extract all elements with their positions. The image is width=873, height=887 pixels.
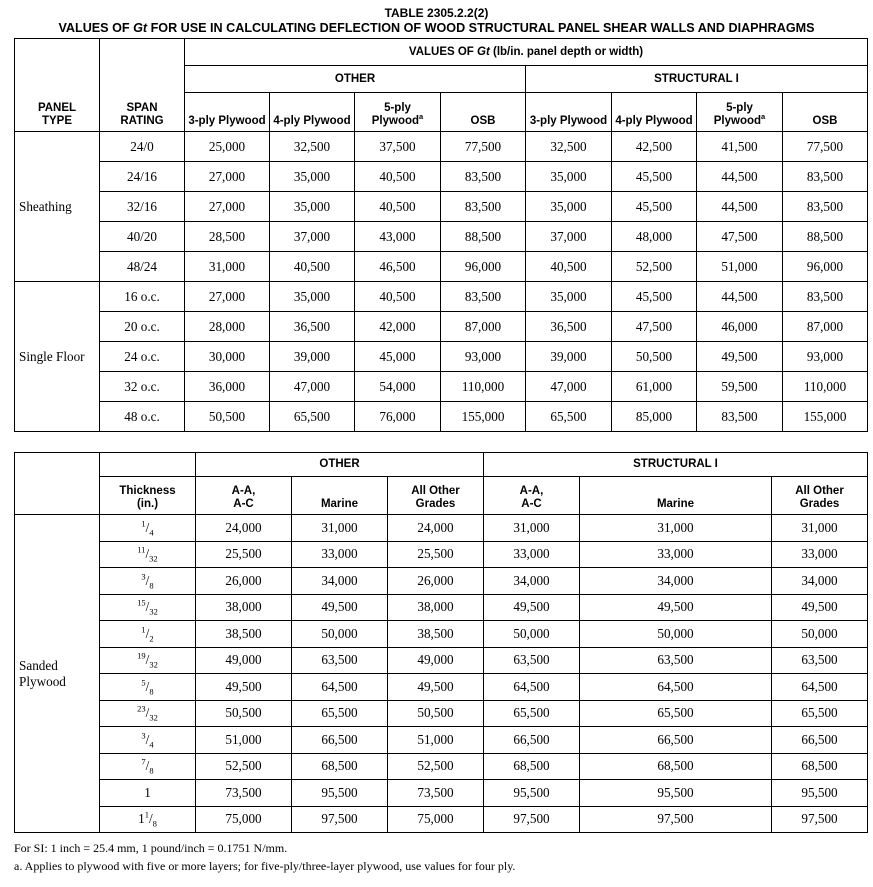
gt-value-cell: 96,000: [441, 252, 526, 282]
gt-value-cell: 97,500: [580, 806, 772, 833]
gt-value-cell: 68,500: [484, 753, 580, 780]
gt-value-cell: 83,500: [783, 162, 868, 192]
gt-value-cell: 38,500: [196, 621, 292, 648]
gt-value-cell: 47,500: [612, 312, 697, 342]
span-rating-cell: 48/24: [100, 252, 185, 282]
gt-values-table: [14, 38, 868, 432]
header-blank: [100, 453, 196, 477]
fraction-slash: /: [148, 811, 153, 827]
header-3ply: 3-ply Plywood: [526, 93, 612, 132]
gt-value-cell: 36,500: [270, 312, 355, 342]
gt-value-cell: 24,000: [388, 515, 484, 542]
gt-value-cell: 36,500: [526, 312, 612, 342]
gt-value-cell: 28,500: [185, 222, 270, 252]
gt-value-cell: 73,500: [388, 780, 484, 807]
gt-value-cell: 47,500: [697, 222, 783, 252]
gt-value-cell: 50,500: [185, 402, 270, 432]
gt-value-cell: 51,000: [196, 727, 292, 754]
gt-value-cell: 28,000: [185, 312, 270, 342]
gt-value-cell: 27,000: [185, 162, 270, 192]
table-row: [15, 192, 868, 222]
span-rating-cell: 24 o.c.: [100, 342, 185, 372]
gt-value-cell: 37,000: [526, 222, 612, 252]
thickness-denominator: 4: [149, 739, 154, 750]
sanded-plywood-table: [14, 452, 868, 833]
gt-value-cell: 110,000: [783, 372, 868, 402]
thickness-cell: [100, 700, 196, 727]
gt-value-cell: 47,000: [270, 372, 355, 402]
gt-value-cell: 26,000: [388, 568, 484, 595]
header-4ply: 4-ply Plywood: [270, 93, 355, 132]
gt-value-cell: 66,500: [484, 727, 580, 754]
gt-value-cell: 49,500: [388, 674, 484, 701]
gt-value-cell: 83,500: [783, 192, 868, 222]
gt-value-cell: 31,000: [484, 515, 580, 542]
gt-value-cell: 37,500: [355, 132, 441, 162]
table-row: [15, 252, 868, 282]
table-row: [15, 621, 868, 648]
gt-value-cell: 25,500: [196, 541, 292, 568]
thickness-numerator: 11: [137, 544, 146, 555]
gt-value-cell: 39,000: [270, 342, 355, 372]
gt-value-cell: 40,500: [355, 282, 441, 312]
thickness-denominator: 8: [149, 580, 154, 591]
gt-value-cell: 77,500: [783, 132, 868, 162]
gt-value-cell: 83,500: [441, 192, 526, 222]
gt-value-cell: 49,500: [697, 342, 783, 372]
thickness-denominator: 8: [149, 686, 154, 697]
gt-value-cell: 43,000: [355, 222, 441, 252]
gt-value-cell: 155,000: [783, 402, 868, 432]
thickness-cell: [100, 753, 196, 780]
thickness-cell: [100, 780, 196, 807]
thickness-numerator: 3: [141, 730, 146, 741]
table-row: [15, 594, 868, 621]
header-osb: OSB: [783, 93, 868, 132]
gt-value-cell: 83,500: [441, 282, 526, 312]
gt-value-cell: 63,500: [772, 647, 868, 674]
span-rating-cell: 20 o.c.: [100, 312, 185, 342]
gt-value-cell: 65,500: [484, 700, 580, 727]
gt-value-cell: 34,000: [484, 568, 580, 595]
header-marine: Marine: [580, 477, 772, 515]
table-row: [15, 541, 868, 568]
table-row: [15, 568, 868, 595]
gt-value-cell: 48,000: [612, 222, 697, 252]
gt-value-cell: 34,000: [292, 568, 388, 595]
header-blank: [15, 453, 100, 515]
gt-value-cell: 64,500: [772, 674, 868, 701]
gt-value-cell: 75,000: [196, 806, 292, 833]
table-row: [15, 780, 868, 807]
gt-value-cell: 54,000: [355, 372, 441, 402]
thickness-cell: [100, 594, 196, 621]
gt-value-cell: 83,500: [441, 162, 526, 192]
gt-value-cell: 49,500: [580, 594, 772, 621]
header-5ply: 5-ply Plywood$^a$: [355, 93, 441, 132]
gt-value-cell: 110,000: [441, 372, 526, 402]
gt-value-cell: 35,000: [526, 192, 612, 222]
header-structural-i: STRUCTURAL I: [526, 66, 868, 93]
thickness-numerator: 7: [141, 756, 146, 767]
gt-value-cell: 31,000: [772, 515, 868, 542]
table-row: [15, 342, 868, 372]
gt-value-cell: 88,500: [783, 222, 868, 252]
gt-value-cell: 75,000: [388, 806, 484, 833]
gt-value-cell: 49,500: [196, 674, 292, 701]
table-row: [15, 700, 868, 727]
thickness-denominator: 32: [149, 659, 158, 670]
span-rating-cell: 24/0: [100, 132, 185, 162]
span-rating-cell: 32/16: [100, 192, 185, 222]
gt-value-cell: 87,000: [441, 312, 526, 342]
thickness-cell: [100, 806, 196, 833]
gt-value-cell: 40,500: [526, 252, 612, 282]
header-all-other: All Other Grades: [388, 477, 484, 515]
fraction-slash: /: [145, 705, 150, 721]
gt-value-cell: 41,500: [697, 132, 783, 162]
fraction-slash: /: [145, 625, 150, 641]
gt-value-cell: 64,500: [484, 674, 580, 701]
gt-value-cell: 50,000: [580, 621, 772, 648]
gt-value-cell: 68,500: [772, 753, 868, 780]
gt-value-cell: 93,000: [783, 342, 868, 372]
thickness-cell: [100, 727, 196, 754]
gt-value-cell: 52,500: [388, 753, 484, 780]
gt-value-cell: 50,000: [292, 621, 388, 648]
gt-value-cell: 87,000: [783, 312, 868, 342]
table-row: [15, 806, 868, 833]
group-label-line: Sanded: [19, 657, 58, 673]
thickness-denominator: 2: [149, 633, 154, 644]
gt-value-cell: 64,500: [580, 674, 772, 701]
gt-value-cell: 66,500: [580, 727, 772, 754]
gt-value-cell: 31,000: [580, 515, 772, 542]
panel-type-label: Sheathing: [15, 132, 100, 282]
group-label-line: Plywood: [19, 673, 66, 689]
gt-value-cell: 93,000: [441, 342, 526, 372]
header-other: OTHER: [185, 66, 526, 93]
gt-value-cell: 65,500: [270, 402, 355, 432]
table-row: [15, 312, 868, 342]
gt-value-cell: 32,500: [270, 132, 355, 162]
gt-value-cell: 49,500: [292, 594, 388, 621]
thickness-numerator: 23: [137, 703, 146, 714]
gt-value-cell: 44,500: [697, 192, 783, 222]
thickness-numerator: 3: [141, 571, 146, 582]
gt-value-cell: 38,500: [388, 621, 484, 648]
gt-value-cell: 50,500: [612, 342, 697, 372]
gt-value-cell: 30,000: [185, 342, 270, 372]
gt-value-cell: 42,500: [612, 132, 697, 162]
gt-value-cell: 63,500: [484, 647, 580, 674]
gt-value-cell: 85,000: [612, 402, 697, 432]
header-all-other: All Other Grades: [772, 477, 868, 515]
table-row: [15, 282, 868, 312]
gt-value-cell: 33,000: [772, 541, 868, 568]
span-rating-cell: 48 o.c.: [100, 402, 185, 432]
table-row: [15, 515, 868, 542]
header-thickness: Thickness (in.): [100, 477, 196, 515]
gt-value-cell: 46,500: [355, 252, 441, 282]
panel-type-label: [15, 515, 100, 833]
footnote-a: a. Applies to plywood with five or more layers; for five-ply/three-layer plywood, use values for four ply.: [14, 859, 516, 873]
gt-value-cell: 45,500: [612, 162, 697, 192]
gt-value-cell: 49,000: [196, 647, 292, 674]
gt-value-cell: 65,500: [526, 402, 612, 432]
gt-value-cell: 83,500: [697, 402, 783, 432]
gt-value-cell: 51,000: [697, 252, 783, 282]
gt-value-cell: 66,500: [772, 727, 868, 754]
gt-value-cell: 65,500: [292, 700, 388, 727]
gt-value-cell: 59,500: [697, 372, 783, 402]
gt-value-cell: 97,500: [484, 806, 580, 833]
gt-value-cell: 33,000: [580, 541, 772, 568]
header-span-rating: SPAN RATING: [100, 39, 185, 132]
gt-value-cell: 31,000: [185, 252, 270, 282]
table-row: [15, 753, 868, 780]
gt-value-cell: 73,500: [196, 780, 292, 807]
header-marine: Marine: [292, 477, 388, 515]
gt-value-cell: 33,000: [292, 541, 388, 568]
header-aa-ac: A-A, A-C: [484, 477, 580, 515]
header-values-of-gt: VALUES OF Gt (lb/in. panel depth or width): [185, 39, 868, 66]
table-row: [15, 372, 868, 402]
gt-value-cell: 97,500: [772, 806, 868, 833]
gt-value-cell: 45,000: [355, 342, 441, 372]
thickness-cell: [100, 568, 196, 595]
gt-value-cell: 26,000: [196, 568, 292, 595]
fraction-slash: /: [145, 519, 150, 535]
table-row: [15, 674, 868, 701]
table-title: VALUES OF Gt FOR USE IN CALCULATING DEFLECTION OF WOOD STRUCTURAL PANEL SHEAR WALLS AND DIAPHRAGMS: [58, 21, 815, 35]
gt-value-cell: 95,500: [292, 780, 388, 807]
gt-value-cell: 64,500: [292, 674, 388, 701]
gt-value-cell: 66,500: [292, 727, 388, 754]
gt-value-cell: 35,000: [526, 162, 612, 192]
gt-value-cell: 35,000: [270, 192, 355, 222]
thickness-denominator: 32: [149, 712, 158, 723]
table-row: [15, 727, 868, 754]
gt-value-cell: 34,000: [580, 568, 772, 595]
thickness-cell: [100, 541, 196, 568]
gt-value-cell: 96,000: [783, 252, 868, 282]
gt-value-cell: 68,500: [292, 753, 388, 780]
gt-value-cell: 51,000: [388, 727, 484, 754]
thickness-denominator: 32: [149, 553, 158, 564]
gt-value-cell: 39,000: [526, 342, 612, 372]
header-aa-ac: A-A, A-C: [196, 477, 292, 515]
span-rating-cell: 40/20: [100, 222, 185, 252]
gt-value-cell: 34,000: [772, 568, 868, 595]
gt-value-cell: 83,500: [783, 282, 868, 312]
gt-value-cell: 44,500: [697, 162, 783, 192]
gt-value-cell: 50,500: [196, 700, 292, 727]
table-row: [15, 222, 868, 252]
gt-value-cell: 40,500: [270, 252, 355, 282]
gt-value-cell: 95,500: [484, 780, 580, 807]
gt-value-cell: 37,000: [270, 222, 355, 252]
gt-value-cell: 35,000: [270, 162, 355, 192]
gt-value-cell: 35,000: [270, 282, 355, 312]
thickness-denominator: 8: [152, 818, 157, 829]
header-osb: OSB: [441, 93, 526, 132]
span-rating-cell: 24/16: [100, 162, 185, 192]
gt-value-cell: 95,500: [580, 780, 772, 807]
thickness-numerator: 1: [144, 809, 149, 820]
header-5ply: 5-ply Plywood$^a$: [697, 93, 783, 132]
thickness-cell: [100, 674, 196, 701]
thickness-numerator: 19: [137, 650, 146, 661]
table-row: [15, 647, 868, 674]
gt-value-cell: 25,000: [185, 132, 270, 162]
fraction-slash: /: [145, 731, 150, 747]
footnote-si: For SI: 1 inch = 25.4 mm, 1 pound/inch = 0.1751 N/mm.: [14, 841, 288, 855]
gt-value-cell: 45,500: [612, 192, 697, 222]
fraction-slash: /: [145, 599, 150, 615]
gt-value-cell: 50,000: [772, 621, 868, 648]
gt-value-cell: 38,000: [196, 594, 292, 621]
gt-value-cell: 50,000: [484, 621, 580, 648]
thickness-cell: [100, 515, 196, 542]
thickness-whole: 1: [138, 811, 145, 827]
gt-value-cell: 77,500: [441, 132, 526, 162]
gt-value-cell: 97,500: [292, 806, 388, 833]
gt-value-cell: 24,000: [196, 515, 292, 542]
gt-value-cell: 52,500: [196, 753, 292, 780]
gt-value-cell: 25,500: [388, 541, 484, 568]
gt-value-cell: 32,500: [526, 132, 612, 162]
gt-value-cell: 50,500: [388, 700, 484, 727]
span-rating-cell: 32 o.c.: [100, 372, 185, 402]
thickness-denominator: 8: [149, 765, 154, 776]
gt-value-cell: 44,500: [697, 282, 783, 312]
gt-value-cell: 40,500: [355, 162, 441, 192]
table-row: [15, 402, 868, 432]
table-number: TABLE 2305.2.2(2): [384, 6, 489, 20]
gt-value-cell: 49,500: [772, 594, 868, 621]
gt-value-cell: 49,500: [484, 594, 580, 621]
thickness-denominator: 4: [149, 527, 154, 538]
gt-value-cell: 46,000: [697, 312, 783, 342]
thickness-denominator: 32: [149, 606, 158, 617]
thickness-numerator: 15: [137, 597, 146, 608]
header-panel-type: PANEL TYPE: [15, 39, 100, 132]
fraction-slash: /: [145, 678, 150, 694]
gt-value-cell: 76,000: [355, 402, 441, 432]
gt-value-cell: 27,000: [185, 192, 270, 222]
thickness-numerator: 1: [141, 518, 146, 529]
thickness-numerator: 5: [141, 677, 146, 688]
fraction-slash: /: [145, 546, 150, 562]
gt-value-cell: 95,500: [772, 780, 868, 807]
fraction-slash: /: [145, 758, 150, 774]
thickness-cell: [100, 647, 196, 674]
header-3ply: 3-ply Plywood: [185, 93, 270, 132]
thickness-numerator: 1: [141, 624, 146, 635]
gt-value-cell: 88,500: [441, 222, 526, 252]
gt-value-cell: 65,500: [772, 700, 868, 727]
gt-value-cell: 33,000: [484, 541, 580, 568]
thickness-cell: [100, 621, 196, 648]
gt-value-cell: 36,000: [185, 372, 270, 402]
gt-value-cell: 35,000: [526, 282, 612, 312]
thickness-whole: 1: [144, 784, 151, 800]
header-structural-i: STRUCTURAL I: [484, 453, 868, 477]
span-rating-cell: 16 o.c.: [100, 282, 185, 312]
gt-value-cell: 42,000: [355, 312, 441, 342]
gt-value-cell: 61,000: [612, 372, 697, 402]
gt-value-cell: 27,000: [185, 282, 270, 312]
gt-value-cell: 31,000: [292, 515, 388, 542]
table-row: [15, 162, 868, 192]
gt-value-cell: 63,500: [580, 647, 772, 674]
header-other: OTHER: [196, 453, 484, 477]
gt-value-cell: 68,500: [580, 753, 772, 780]
panel-type-label: Single Floor: [15, 282, 100, 432]
fraction-slash: /: [145, 652, 150, 668]
gt-value-cell: 155,000: [441, 402, 526, 432]
table-row: [15, 132, 868, 162]
gt-value-cell: 47,000: [526, 372, 612, 402]
gt-value-cell: 65,500: [580, 700, 772, 727]
gt-value-cell: 49,000: [388, 647, 484, 674]
gt-value-cell: 45,500: [612, 282, 697, 312]
gt-value-cell: 38,000: [388, 594, 484, 621]
gt-value-cell: 40,500: [355, 192, 441, 222]
gt-value-cell: 52,500: [612, 252, 697, 282]
header-4ply: 4-ply Plywood: [612, 93, 697, 132]
fraction-slash: /: [145, 572, 150, 588]
gt-value-cell: 63,500: [292, 647, 388, 674]
